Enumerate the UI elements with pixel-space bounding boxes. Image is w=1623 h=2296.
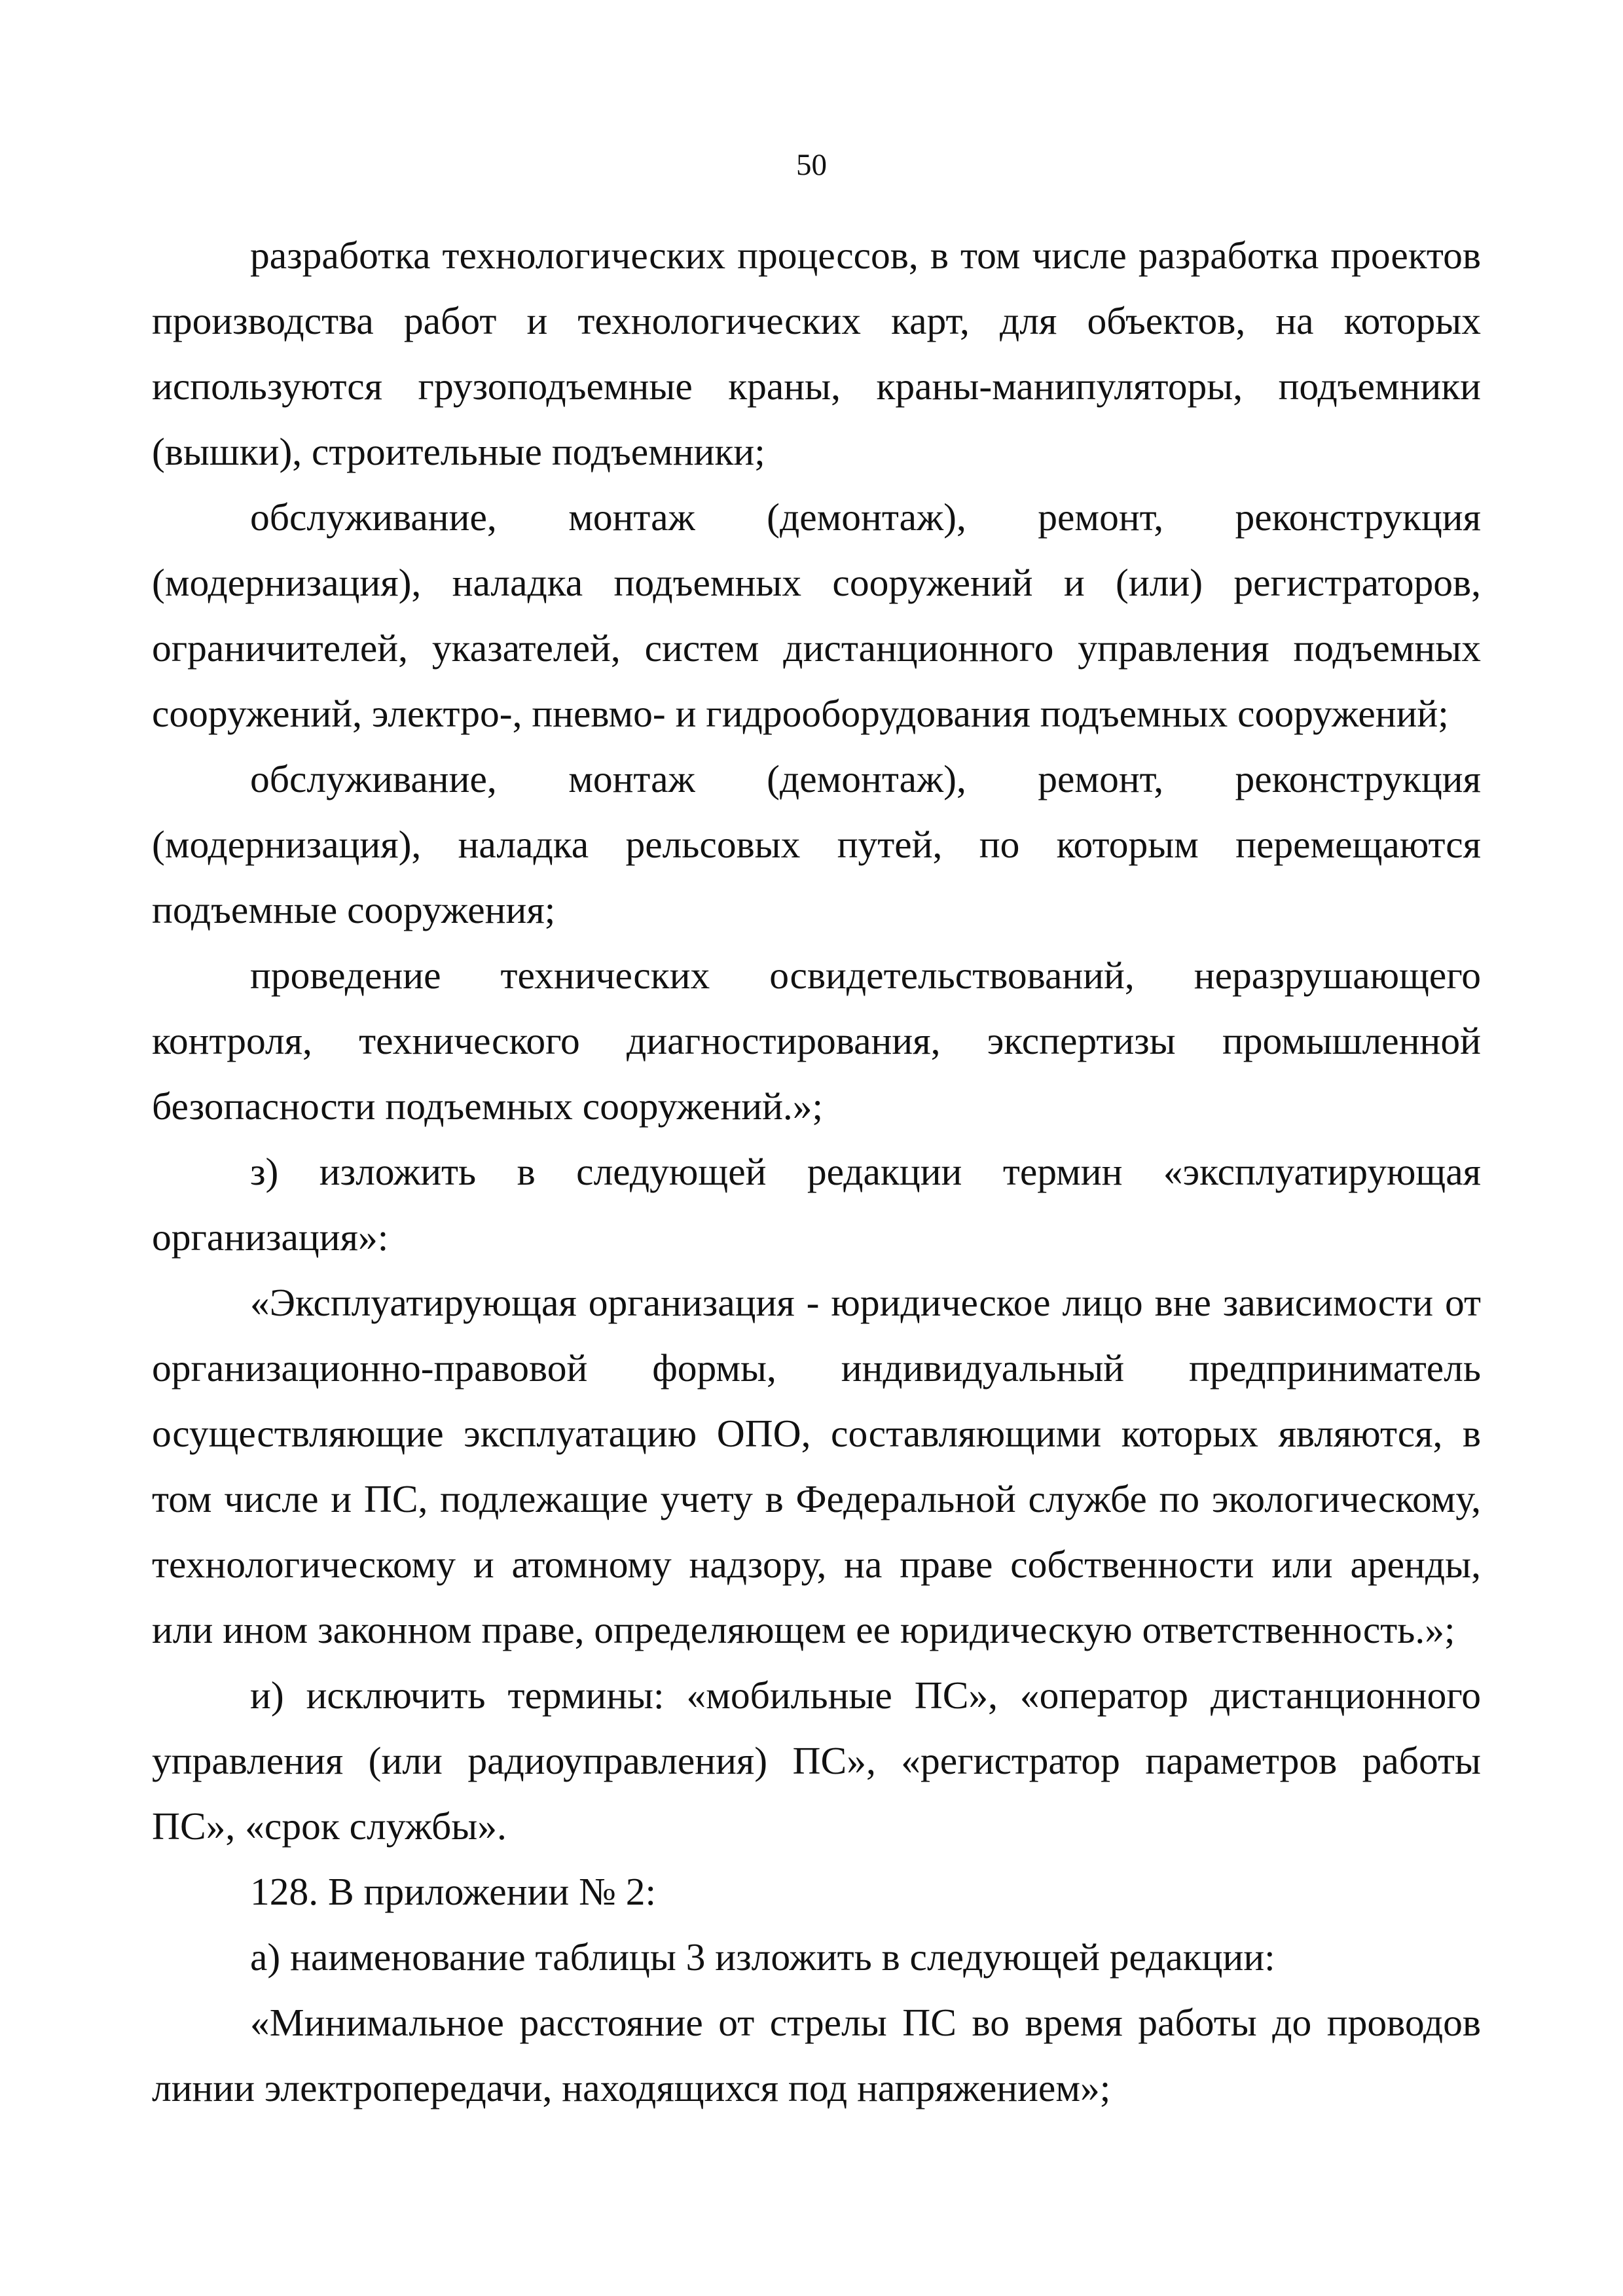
paragraph-maintenance-rail-tracks: обслуживание, монтаж (демонтаж), ремонт, реконструкция (модернизация), наладка рельсовых путей, по которым перемещаются подъемные сооружения; — [152, 757, 1481, 931]
paragraph-exclude-terms: и) исключить термины: «мобильные ПС», «оператор дистанционного управления (или радиоуправления) ПС», «регистратор параметров работы ПС», «срок службы». — [152, 1674, 1481, 1848]
paragraph-development-processes: разработка технологических процессов, в том числе разработка проектов производства работ и технологических карт, для объектов, на которых используются грузоподъемные краны, краны-манипуляторы, подъемники (вышки), строительные подъемники; — [152, 234, 1481, 473]
document-body — [152, 223, 1481, 2121]
paragraph-operating-org-definition: «Эксплуатирующая организация - юридическое лицо вне зависимости от организационно-правовой формы, индивидуальный предприниматель осуществляющие эксплуатацию ОПО, составляющими которых являются, в том числе и ПС, подлежащие учету в Федеральной службе по экологическому, технологическому и атомному надзору, на праве собственности или аренды, или ином законном праве, определяющем ее юридическую ответственность.»; — [152, 1281, 1481, 1651]
paragraph-maintenance-lifting-structures: обслуживание, монтаж (демонтаж), ремонт, реконструкция (модернизация), наладка подъемных сооружений и (или) регистраторов, ограничителей, указателей, систем дистанционного управления подъемных сооружений, электро-, пневмо- и гидрооборудования подъемных сооружений; — [152, 495, 1481, 735]
paragraph-item-128: 128. В приложении № 2: — [250, 1870, 657, 1913]
paragraph-table-3-new-title: «Минимальное расстояние от стрелы ПС во время работы до проводов линии электропередачи, находящихся под напряжением»; — [152, 2001, 1481, 2109]
paragraph-technical-inspections: проведение технических освидетельствований, неразрушающего контроля, технического диагностирования, экспертизы промышленной безопасности подъемных сооружений.»; — [152, 954, 1481, 1128]
paragraph-table-3-title-amend: а) наименование таблицы 3 изложить в следующей редакции: — [250, 1935, 1275, 1979]
paragraph-amend-term-operating-org: з) изложить в следующей редакции термин «эксплуатирующая организация»: — [152, 1150, 1481, 1259]
page-number: 50 — [796, 148, 827, 182]
